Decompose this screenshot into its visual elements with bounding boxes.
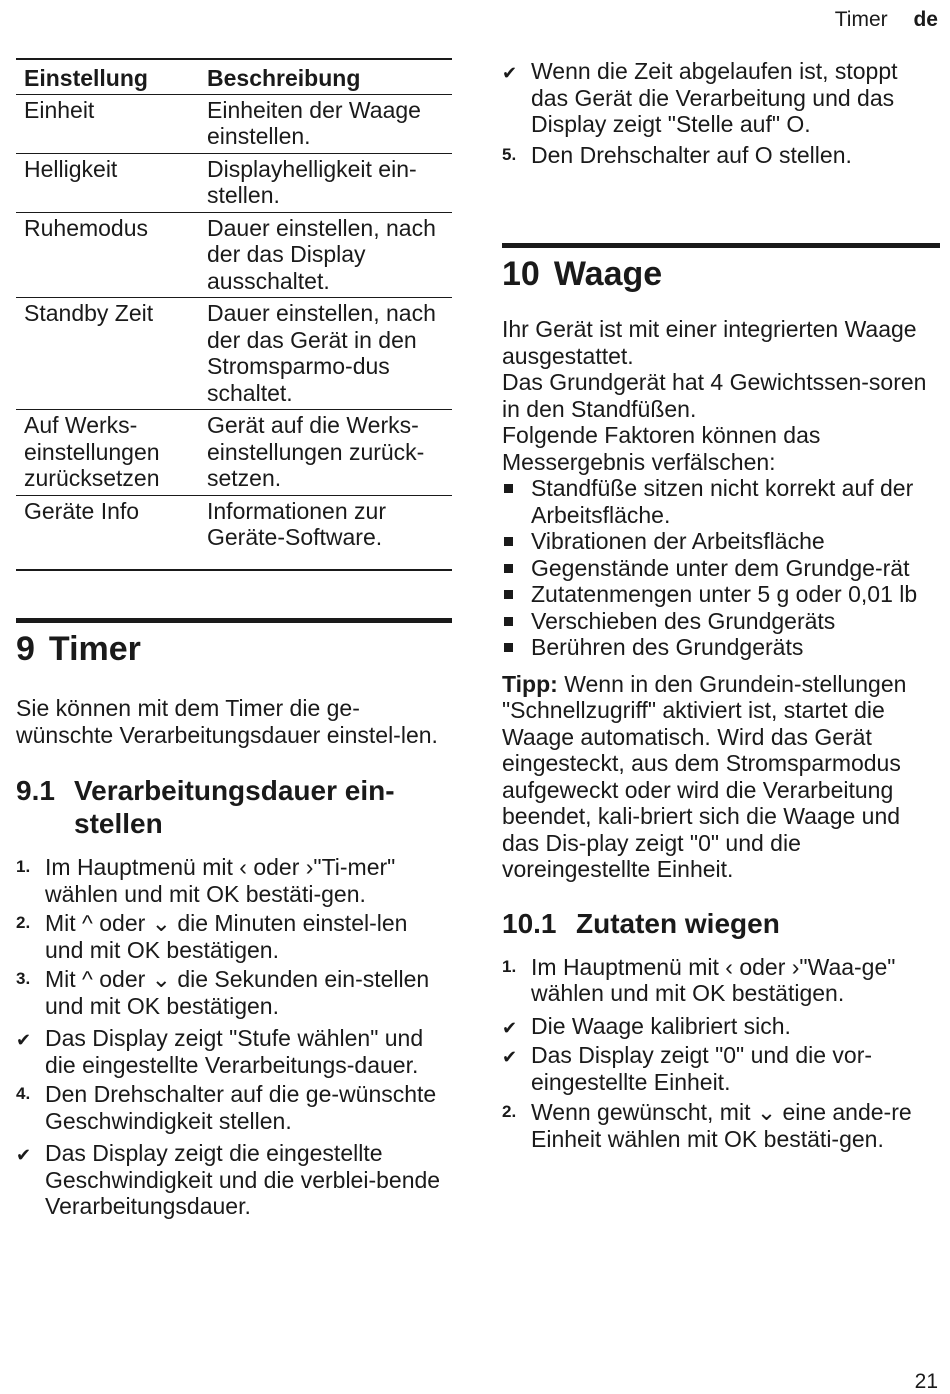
list-item: [16, 1140, 452, 1220]
bullet-square-icon: [504, 537, 513, 546]
list-item: [502, 581, 940, 608]
timer-section: [16, 618, 452, 1220]
waage-subheading-number: 10.1: [502, 907, 557, 939]
tip-label: Tipp:: [502, 670, 558, 697]
check-icon: ✔: [502, 1017, 518, 1038]
bullet-square-icon: [504, 617, 513, 626]
step-marker: 5.: [502, 144, 517, 164]
running-header: [835, 8, 938, 32]
list-item: [502, 634, 940, 661]
settings-table: [16, 58, 452, 571]
list-item: [502, 475, 940, 528]
table-row: [16, 298, 452, 410]
waage-bullets: [502, 475, 940, 661]
bullet-square-icon: [504, 564, 513, 573]
list-item: [502, 1042, 940, 1095]
header-section: Timer: [834, 8, 888, 31]
step-text: Wenn gewünscht, mit ⌄ eine ande-re Einheit wählen mit OK bestäti-gen.: [531, 1099, 912, 1152]
list-item: [502, 1099, 940, 1152]
waage-heading: [502, 243, 940, 294]
waage-subheading: [502, 907, 940, 940]
timer-heading: [16, 618, 452, 669]
table-cell: Informationen zur Geräte-Software.: [199, 495, 452, 570]
waage-heading-title: Waage: [553, 255, 663, 293]
step-text: Im Hauptmenü mit ‹ oder ›"Waa-ge" wählen und mit OK bestätigen.: [531, 953, 896, 1006]
waage-steps: [502, 954, 940, 1153]
table-cell: Dauer einstellen, nach der das Gerät in den Stromsparmo-dus schaltet.: [199, 298, 452, 410]
list-item: [502, 608, 940, 635]
table-cell: Standby Zeit: [16, 298, 199, 410]
list-item: [502, 58, 940, 138]
bullet-text: Standfüße sitzen nicht korrekt auf der Arbeitsfläche.: [531, 475, 914, 528]
step-marker: 4.: [16, 1084, 31, 1103]
tip-text: Wenn in den Grundein-stellungen "Schnellzugriff" aktiviert ist, startet die Waage automatisch. Wird das Gerät eingesteckt, aus dem Stromsparmodus aufgeweckt oder wird die Verarbeitung beendet, kali-briert sich die Waage und das Dis-play zeigt "0" und die voreingestellte Einheit.: [502, 670, 907, 882]
step-text: Wenn die Zeit abgelaufen ist, stoppt das Gerät die Verarbeitung und das Display zeigt "Stelle auf" O.: [531, 58, 898, 137]
timer-subheading-title: Verarbeitungsdauer ein-stellen: [74, 775, 395, 839]
bullet-text: Gegenstände unter dem Grundge-rät: [531, 554, 910, 581]
step-marker: 1.: [16, 857, 31, 876]
step-text: Den Drehschalter auf die ge-wünschte Geschwindigkeit stellen.: [45, 1081, 437, 1134]
timer-subheading-number: 9.1: [16, 775, 55, 806]
table-cell: Auf Werks-einstellungen zurücksetzen: [16, 410, 199, 496]
bullet-text: Verschieben des Grundgeräts: [531, 607, 836, 634]
table-row: [16, 94, 452, 153]
table-row: [16, 212, 452, 298]
timer-intro: Sie können mit dem Timer die ge-wünschte Verarbeitungsdauer einstel-len.: [16, 695, 438, 748]
list-item: [502, 954, 940, 1007]
step-text: Das Display zeigt die eingestellte Geschwindigkeit und die verblei-bende Verarbeitungsdauer.: [45, 1140, 441, 1219]
bullet-square-icon: [504, 590, 513, 599]
step-text: Die Waage kalibriert sich.: [531, 1012, 791, 1039]
timer-subheading: [16, 774, 452, 840]
bullet-text: Vibrationen der Arbeitsfläche: [531, 528, 825, 554]
table-cell: Ruhemodus: [16, 212, 199, 298]
tip-paragraph: [502, 671, 940, 883]
table-row: [16, 410, 452, 496]
table-cell: Gerät auf die Werks-einstellungen zurück-setzen.: [199, 410, 452, 496]
step-text: Das Display zeigt "0" und die vor-eingestellte Einheit.: [531, 1042, 873, 1095]
table-header-cell: Einstellung: [16, 59, 199, 94]
waage-paragraph: Ihr Gerät ist mit einer integrierten Waage ausgestattet.: [502, 316, 917, 369]
table-row: [16, 153, 452, 212]
step-text: Im Hauptmenü mit ‹ oder ›"Ti-mer" wählen und mit OK bestäti-gen.: [45, 854, 396, 907]
list-item: [502, 528, 940, 555]
list-item: [16, 1025, 452, 1078]
table-cell: Geräte Info: [16, 495, 199, 570]
bullet-square-icon: [504, 484, 513, 493]
table-header-row: [16, 59, 452, 94]
page-number: 21: [914, 1370, 938, 1393]
timer-steps-continued: [502, 58, 940, 168]
timer-steps: [16, 854, 452, 1220]
list-item: [502, 555, 940, 582]
table-header-cell: Beschreibung: [199, 59, 452, 94]
bullet-square-icon: [504, 643, 513, 652]
list-item: [16, 966, 452, 1019]
table-cell: Helligkeit: [16, 153, 199, 212]
check-icon: ✔: [16, 1145, 32, 1165]
list-item: [502, 1013, 940, 1040]
step-text: Das Display zeigt "Stufe wählen" und die eingestellte Verarbeitungs-dauer.: [45, 1025, 424, 1078]
step-text: Mit ^ oder ⌄ die Sekunden ein-stellen und mit OK bestätigen.: [45, 966, 430, 1019]
waage-subheading-title: Zutaten wiegen: [576, 907, 780, 939]
list-item: [502, 142, 940, 169]
table-cell: Displayhelligkeit ein-stellen.: [199, 153, 452, 212]
check-icon: ✔: [16, 1030, 32, 1050]
step-text: Mit ^ oder ⌄ die Minuten einstel-len und mit OK bestätigen.: [45, 910, 408, 963]
step-marker: 2.: [16, 913, 31, 932]
list-item: [16, 1081, 452, 1134]
waage-section: [502, 243, 940, 1152]
timer-heading-number: 9: [16, 630, 35, 668]
step-marker: 2.: [502, 1102, 517, 1121]
timer-steps-continued-list: [502, 58, 940, 168]
list-item: [16, 854, 452, 907]
waage-paragraph: Folgende Faktoren können das Messergebnis verfälschen:: [502, 422, 821, 475]
step-marker: 1.: [502, 956, 517, 976]
timer-heading-title: Timer: [48, 630, 141, 668]
table-cell: Einheit: [16, 94, 199, 153]
list-item: [16, 910, 452, 963]
check-icon: ✔: [502, 63, 518, 83]
step-text: Den Drehschalter auf O stellen.: [531, 141, 852, 168]
check-icon: ✔: [502, 1047, 518, 1067]
table-cell: Einheiten der Waage einstellen.: [199, 94, 452, 153]
bullet-text: Zutatenmengen unter 5 g oder 0,01 lb: [531, 581, 918, 607]
step-marker: 3.: [16, 969, 31, 988]
table-cell: Dauer einstellen, nach der das Display ausschaltet.: [199, 212, 452, 298]
table-row: [16, 495, 452, 570]
header-language: de: [913, 8, 938, 31]
bullet-text: Berühren des Grundgeräts: [531, 634, 804, 660]
waage-heading-number: 10: [502, 255, 540, 293]
waage-paragraph: Das Grundgerät hat 4 Gewichtssen-soren in den Standfüßen.: [502, 369, 927, 422]
